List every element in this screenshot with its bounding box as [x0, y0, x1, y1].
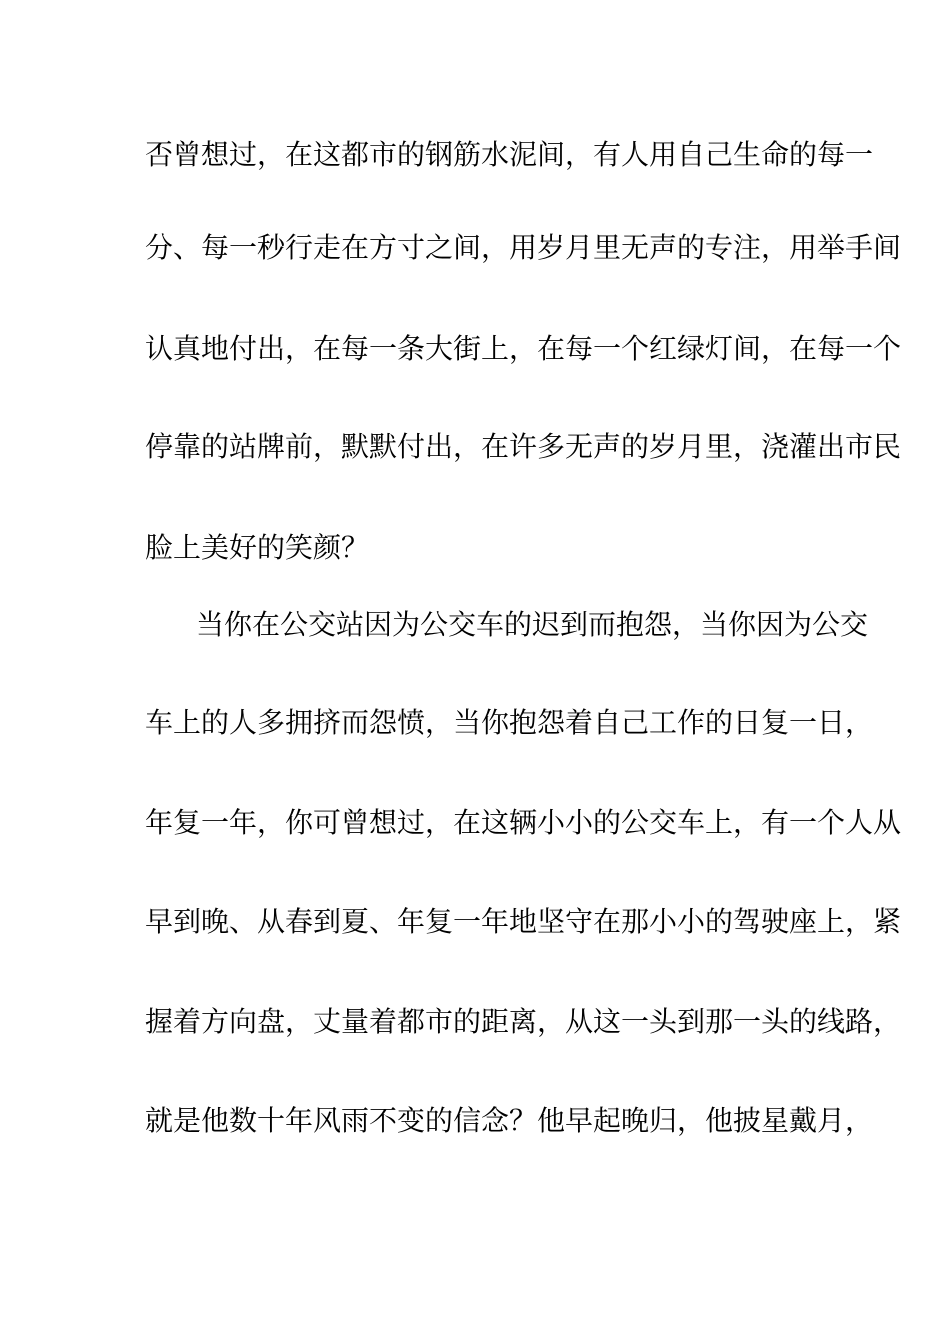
text-line-7: 车上的人多拥挤而怨愤，当你抱怨着自己工作的日复一日，	[145, 706, 874, 739]
text-line-2: 分、每一秒行走在方寸之间，用岁月里无声的专注，用举手间	[145, 231, 902, 264]
text-line-1: 否曾想过，在这都市的钢筋水泥间，有人用自己生命的每一	[145, 138, 874, 171]
text-line-3: 认真地付出，在每一条大街上，在每一个红绿灯间，在每一个	[145, 332, 902, 365]
text-line-8: 年复一年，你可曾想过，在这辆小小的公交车上，有一个人从	[145, 806, 902, 839]
text-line-10: 握着方向盘，丈量着都市的距离，从这一头到那一头的线路，	[145, 1005, 902, 1038]
text-line-9: 早到晚、从春到夏、年复一年地坚守在那小小的驾驶座上，紧	[145, 905, 902, 938]
text-line-11: 就是他数十年风雨不变的信念？他早起晚归，他披星戴月，	[145, 1104, 874, 1137]
text-line-5: 脸上美好的笑颜？	[145, 531, 370, 564]
text-line-4: 停靠的站牌前，默默付出，在许多无声的岁月里，浇灌出市民	[145, 430, 902, 463]
paragraph-start-line: 当你在公交站因为公交车的迟到而抱怨，当你因为公交	[196, 608, 869, 641]
